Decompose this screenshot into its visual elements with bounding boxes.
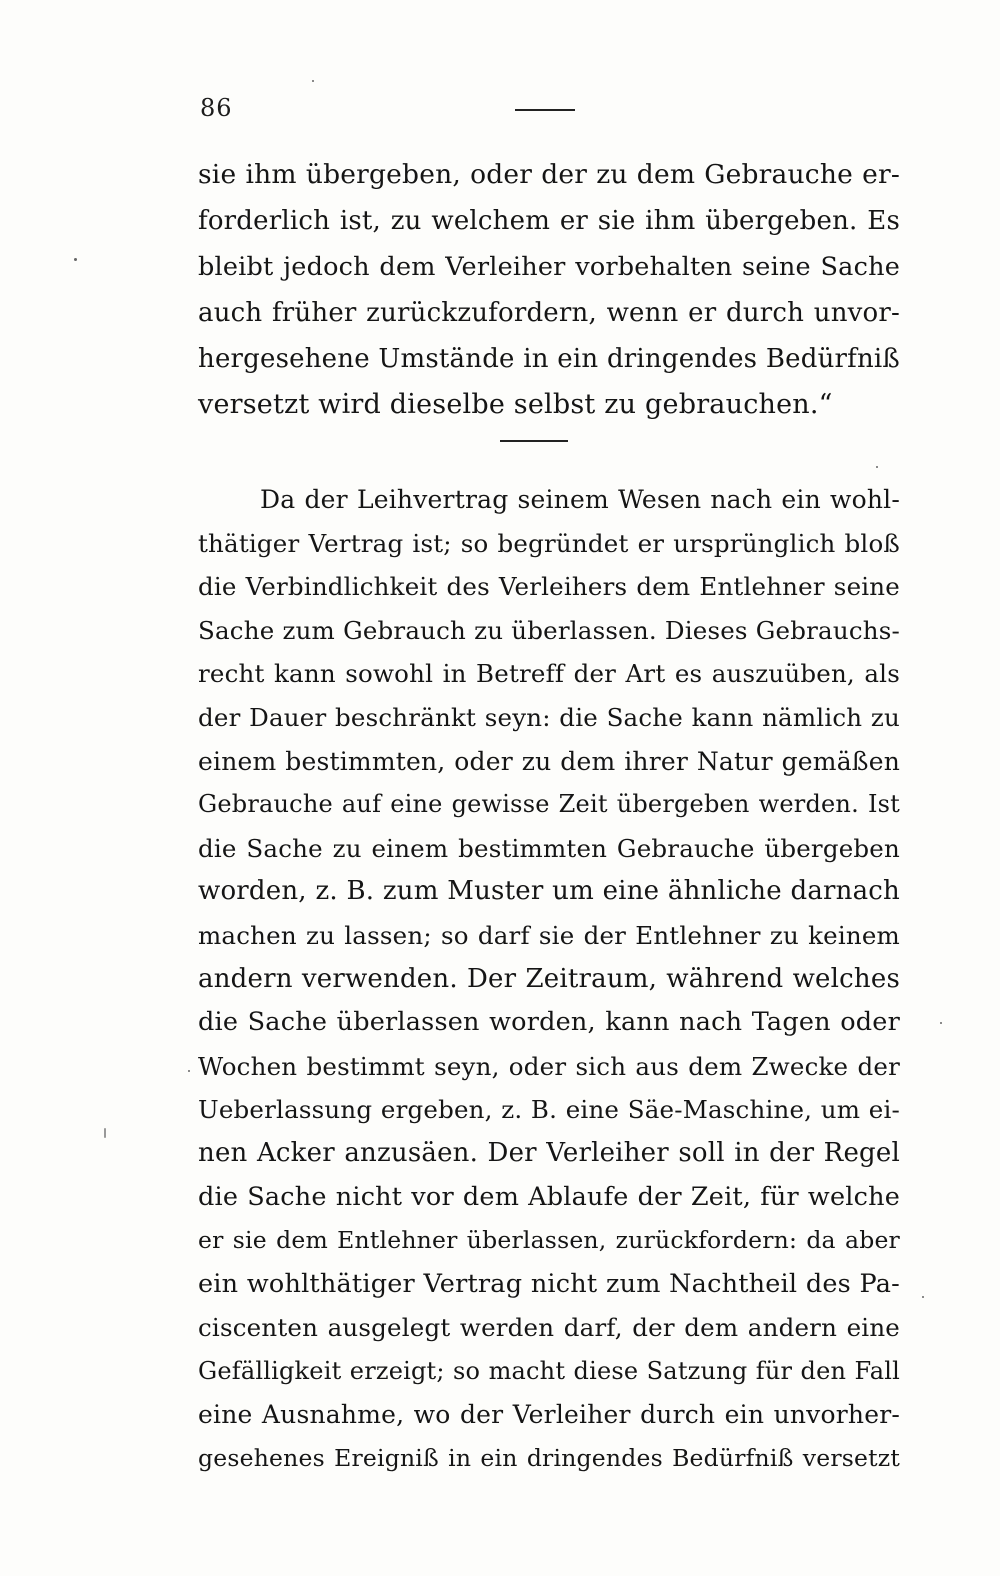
text-line: die Sache überlassen worden, kann nach Tagen oder [198, 1007, 900, 1038]
text-line: worden, z. B. zum Muster um eine ähnliche darnach [198, 876, 900, 907]
text-line: Ueberlassung ergeben, z. B. eine Säe-Maschine, um ei- [198, 1095, 900, 1125]
text-line: recht kann sowohl in Betreff der Art es auszuüben, als [198, 659, 900, 689]
paragraph-2 [198, 478, 900, 1481]
text-line: bleibt jedoch dem Verleiher vorbehalten seine Sache [198, 252, 900, 282]
paper-speck [312, 80, 314, 82]
text-line: sie ihm übergeben, oder der zu dem Gebrauche er- [198, 159, 900, 190]
paper-speck [922, 1296, 924, 1298]
page-header [200, 92, 900, 132]
text-line: die Verbindlichkeit des Verleihers dem Entlehner seine [198, 572, 900, 602]
text-line: Sache zum Gebrauch zu überlassen. Dieses Gebrauchs- [198, 615, 900, 645]
text-line: die Sache nicht vor dem Ablaufe der Zeit, für welche [198, 1181, 900, 1212]
text-line: gesehenes Ereigniß in ein dringendes Bedürfniß versetzt [198, 1444, 900, 1473]
text-line: der Dauer beschränkt seyn: die Sache kann nämlich zu [198, 702, 900, 732]
text-line: hergesehene Umstände in ein dringendes Bedürfniß [198, 344, 900, 374]
text-line: Da der Leihvertrag seinem Wesen nach ein wohl- [260, 485, 900, 514]
text-line: nen Acker anzusäen. Der Verleiher soll in der Regel [198, 1137, 900, 1168]
text-line: er sie dem Entlehner überlassen, zurückfordern: da aber [198, 1226, 900, 1255]
paper-speck [876, 466, 878, 468]
text-line: ein wohlthätiger Vertrag nicht zum Nachtheil des Pa- [198, 1268, 900, 1299]
paper-speck [940, 1022, 942, 1024]
header-rule [515, 109, 575, 111]
text-line: machen zu lassen; so darf sie der Entlehner zu keinem [198, 920, 900, 950]
text-line: versetzt wird dieselbe selbst zu gebrauchen.“ [198, 389, 833, 420]
page-number: 86 [200, 94, 233, 122]
text-line: ciscenten ausgelegt werden darf, der dem andern eine [198, 1313, 900, 1343]
text-line: die Sache zu einem bestimmten Gebrauche übergeben [198, 833, 900, 863]
paper-speck [74, 258, 77, 261]
text-line: andern verwenden. Der Zeitraum, während welches [198, 963, 900, 994]
paper-speck [104, 1128, 106, 1138]
text-line: thätiger Vertrag ist; so begründet er ursprünglich bloß [198, 528, 900, 558]
paper-speck [188, 1070, 190, 1072]
section-divider [500, 440, 568, 442]
text-line: Gefälligkeit erzeigt; so macht diese Satzung für den Fall [198, 1356, 900, 1385]
text-line: Wochen bestimmt seyn, oder sich aus dem Zwecke der [198, 1051, 900, 1081]
paragraph-1 [198, 152, 900, 428]
text-line: Gebrauche auf eine gewisse Zeit übergeben werden. Ist [198, 790, 900, 819]
text-line: einem bestimmten, oder zu dem ihrer Natur gemäßen [198, 746, 900, 776]
text-line: forderlich ist, zu welchem er sie ihm übergeben. Es [198, 206, 900, 236]
text-line: eine Ausnahme, wo der Verleiher durch ein unvorher- [198, 1400, 900, 1430]
text-line: auch früher zurückzufordern, wenn er durch unvor- [198, 298, 900, 328]
